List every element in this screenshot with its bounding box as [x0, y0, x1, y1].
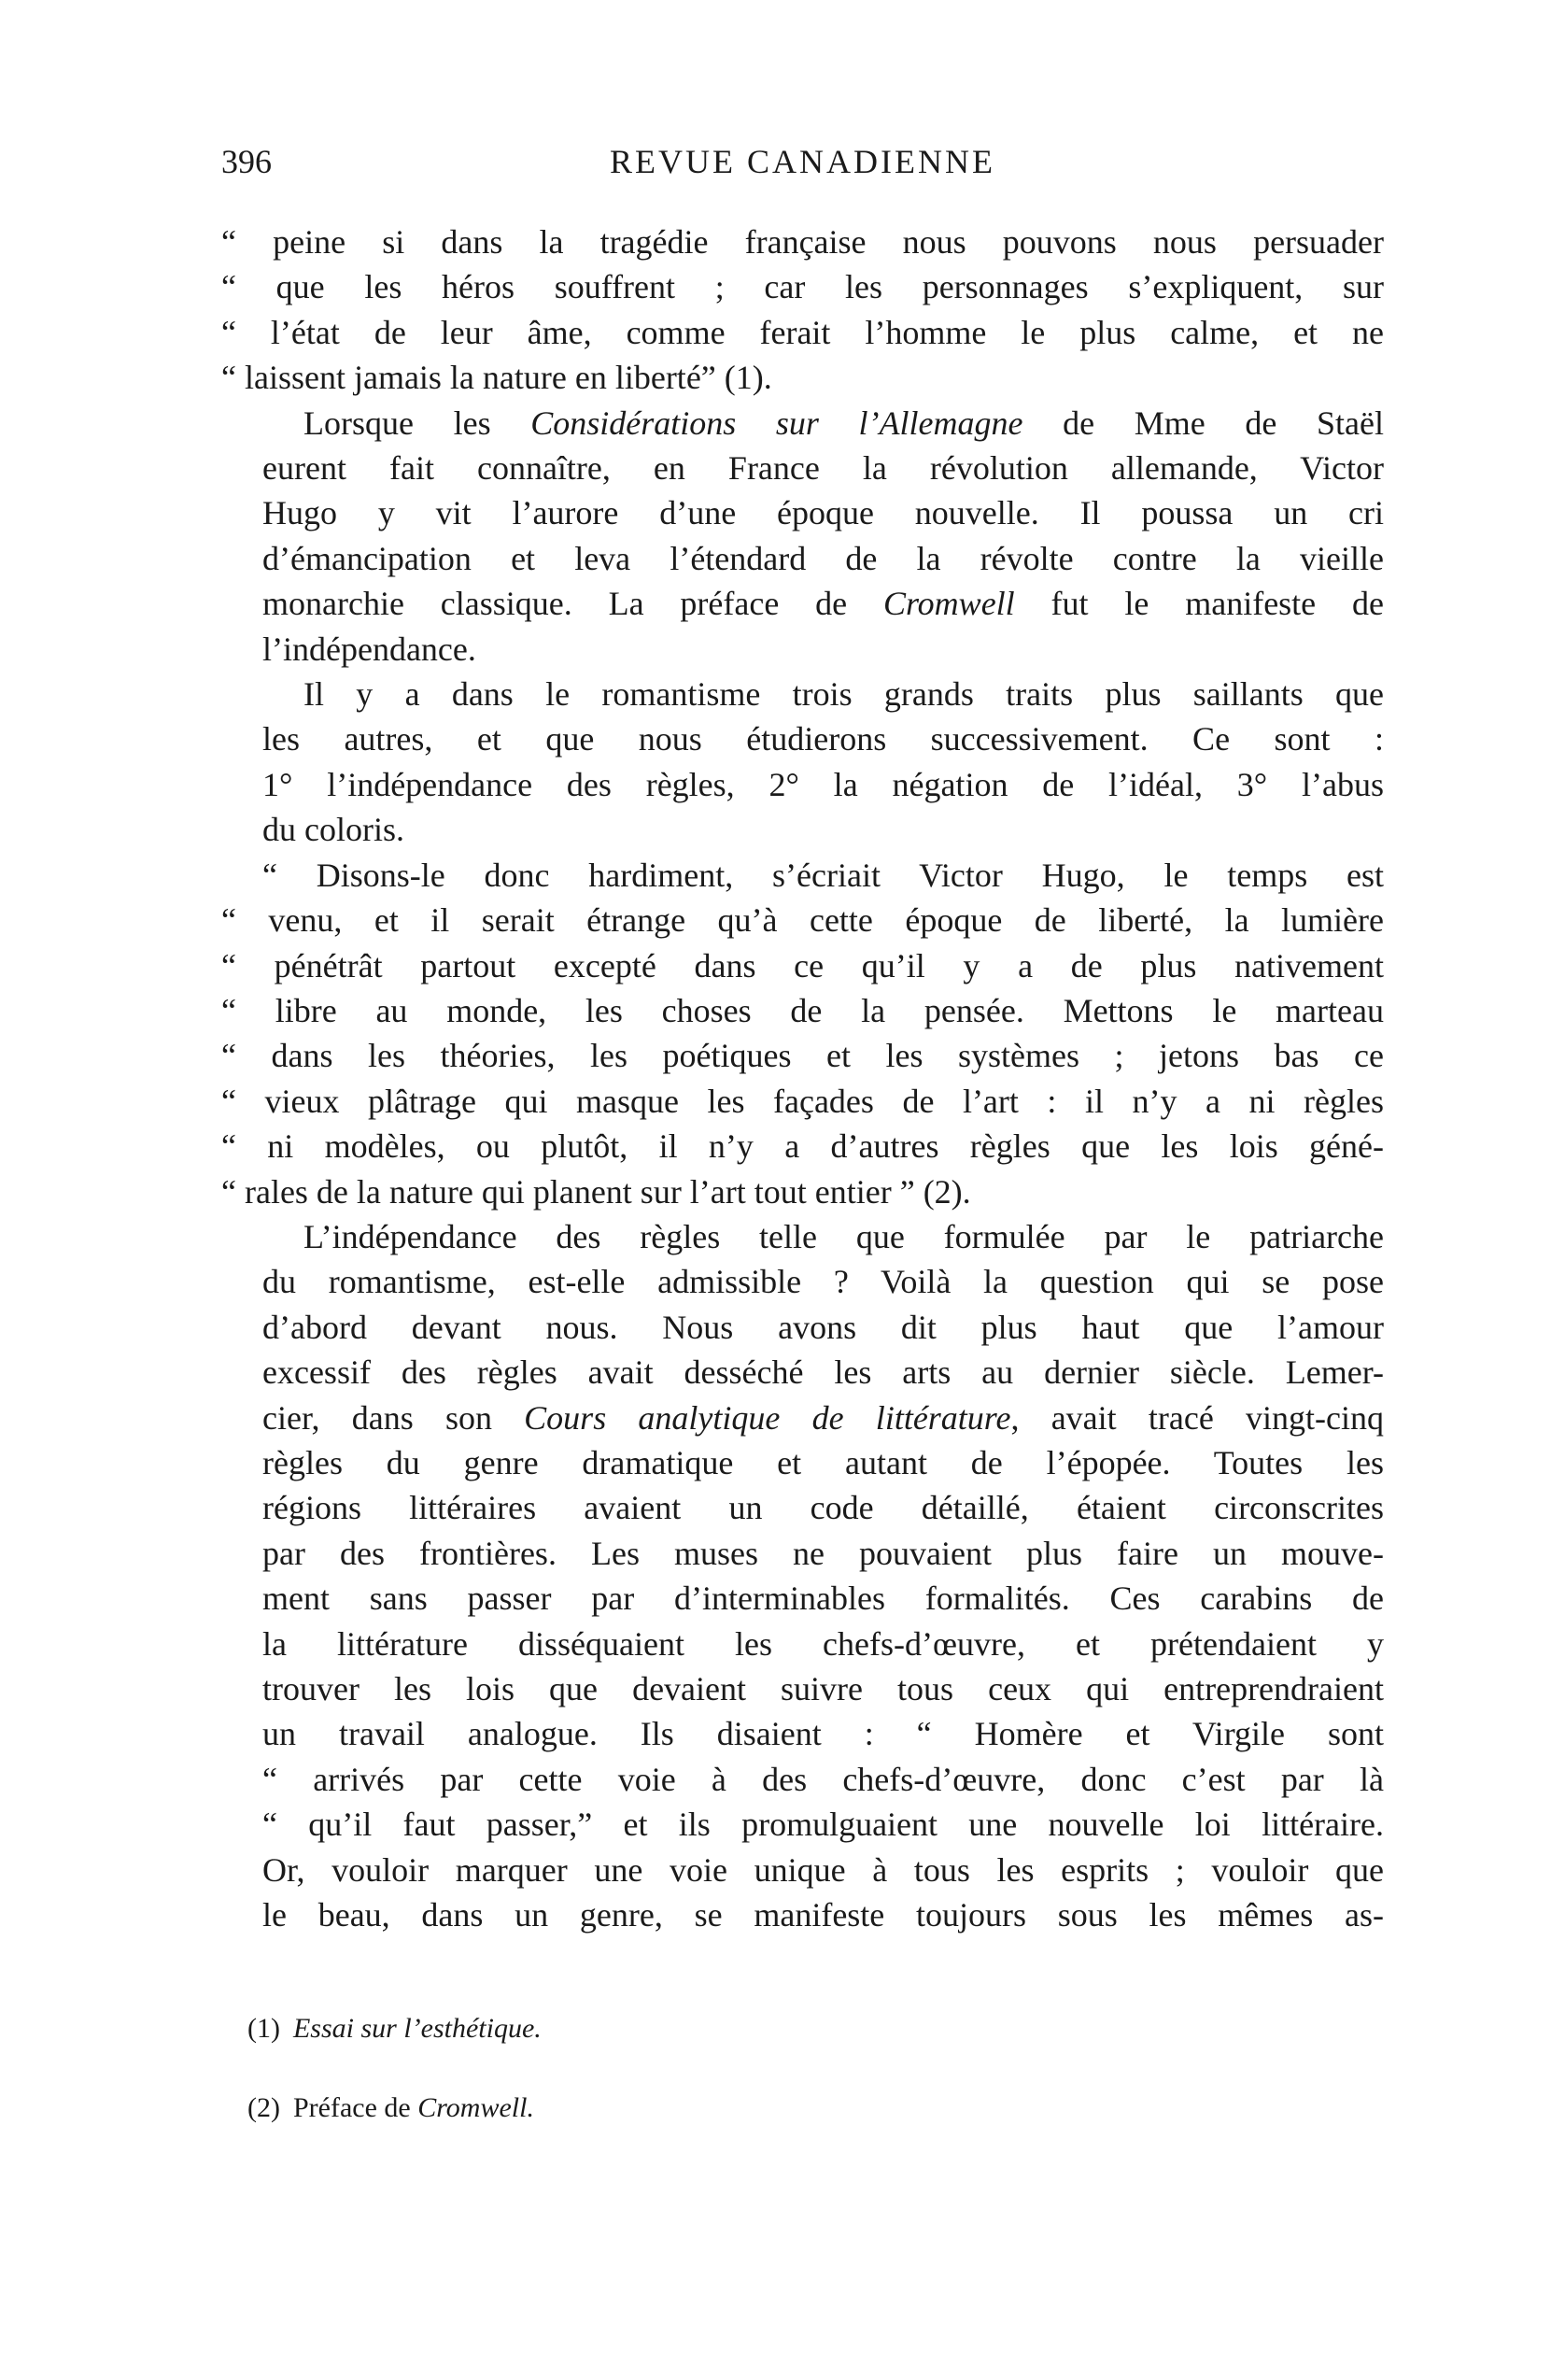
- footnote-marker: (1): [247, 2013, 280, 2044]
- text-line: [221, 1395, 1384, 1440]
- footnote-text: Préface de: [292, 2092, 418, 2123]
- text-line: “ dans les théories, les poétiques et les systèmes ; jetons bas ce: [221, 1037, 1384, 1075]
- text-line: “ ni modèles, ou plutôt, il n’y a d’autres règles que les lois géné-: [221, 1127, 1384, 1166]
- text-line: “ pénétrât partout excepté dans ce qu’il y a de plus nativement: [221, 946, 1384, 985]
- text-line: excessif des règles avait desséché les arts au dernier siècle. Lemer-: [262, 1353, 1384, 1392]
- text-line: trouver les lois que devaient suivre tous ceux qui entreprendraient: [262, 1670, 1384, 1707]
- text-line: du romantisme, est-elle admissible ? Voilà la question qui se pose: [262, 1263, 1384, 1301]
- text-line: par des frontières. Les muses ne pouvaient plus faire un mouve-: [262, 1534, 1384, 1572]
- paragraph-quote-hugo: [221, 853, 1384, 1214]
- footnote-marker: (2): [247, 2092, 280, 2123]
- text-line: “ peine si dans la tragédie française nous pouvons nous persuader: [221, 223, 1384, 261]
- text-line: l’indépendance.: [262, 630, 476, 668]
- text-span: monarchie classique. La préface de: [262, 585, 883, 623]
- text-line: Or, vouloir marquer une voie unique à tous les esprits ; vouloir que: [262, 1850, 1384, 1889]
- book-title: Cours analytique de littérature: [524, 1398, 1011, 1437]
- text-line: ment sans passer par d’interminables formalités. Ces carabins de: [262, 1580, 1384, 1618]
- text-span: de Mme de Staël: [1022, 404, 1384, 442]
- text-line: du coloris.: [262, 811, 404, 849]
- text-line: “ laissent jamais la nature en liberté” (1).: [221, 359, 772, 397]
- text-line: “ Disons-le donc hardiment, s’écriait Victor Hugo, le temps est: [262, 856, 1384, 894]
- text-line: d’émancipation et leva l’étendard de la révolte contre la vieille: [262, 539, 1384, 577]
- text-line: d’abord devant nous. Nous avons dit plus haut que l’amour: [262, 1308, 1384, 1346]
- paragraph-quote-stael: [221, 220, 1384, 401]
- book-title: Cromwell.: [417, 2092, 534, 2123]
- text-line: régions littéraires avaient un code détaillé, étaient circonscrites: [262, 1489, 1384, 1527]
- text-line: “ qu’il faut passer,” et ils promulguaient une nouvelle loi littéraire.: [262, 1806, 1384, 1844]
- text-line: [221, 581, 1384, 626]
- page-header: [221, 142, 1384, 189]
- footnote-1: [247, 2013, 1275, 2045]
- text-line: les autres, et que nous étudierons successivement. Ce sont :: [262, 720, 1384, 758]
- paragraph-considerations: [221, 401, 1384, 672]
- text-line: “ vieux plâtrage qui masque les façades de l’art : il n’y a ni règles: [221, 1082, 1384, 1120]
- text-line: “ que les héros souffrent ; car les personnages s’expliquent, sur: [221, 268, 1384, 306]
- text-line: le beau, dans un genre, se manifeste toujours sous les mêmes as-: [262, 1896, 1384, 1934]
- text-line: “ venu, et il serait étrange qu’à cette époque de liberté, la lumière: [221, 901, 1384, 940]
- text-line: L’indépendance des règles telle que formulée par le patriarche: [303, 1217, 1384, 1255]
- text-line: Il y a dans le romantisme trois grands traits plus saillants que: [303, 675, 1384, 714]
- text-line: “ arrivés par cette voie à des chefs-d’œuvre, donc c’est par là: [262, 1760, 1384, 1798]
- text-line: [221, 401, 1384, 446]
- text-line: règles du genre dramatique et autant de l’épopée. Toutes les: [262, 1443, 1384, 1481]
- text-span: , avait tracé vingt-cinq: [1010, 1398, 1384, 1437]
- text-line: eurent fait connaître, en France la révolution allemande, Victor: [262, 449, 1384, 488]
- text-line: un travail analogue. Ils disaient : “ Homère et Virgile sont: [262, 1715, 1384, 1753]
- footnote-text: Essai sur l’esthétique.: [292, 2013, 542, 2044]
- page-number: 396: [221, 143, 272, 180]
- footnote-2: [247, 2092, 1275, 2124]
- text-line: 1° l’indépendance des règles, 2° la négation de l’idéal, 3° l’abus: [262, 765, 1384, 803]
- book-title: Considérations sur l’Allemagne: [530, 404, 1023, 442]
- text-line: la littérature disséquaient les chefs-d’œuvre, et prétendaient y: [262, 1624, 1384, 1663]
- text-line: “ libre au monde, les choses de la pensée. Mettons le marteau: [221, 991, 1384, 1029]
- book-title: Cromwell: [883, 585, 1015, 623]
- text-line: Hugo y vit l’aurore d’une époque nouvelle. Il poussa un cri: [262, 494, 1384, 532]
- text-span: Lorsque les: [303, 404, 531, 442]
- running-title: REVUE CANADIENNE: [610, 143, 995, 180]
- text-line: “ rales de la nature qui planent sur l’art tout entier ” (2).: [221, 1172, 971, 1211]
- paragraph-independence: [221, 1214, 1384, 1938]
- text-span: cier, dans son: [262, 1398, 525, 1437]
- paragraph-three-traits: [221, 672, 1384, 853]
- body-text: [221, 220, 1384, 1937]
- text-line: “ l’état de leur âme, comme ferait l’homme le plus calme, et ne: [221, 313, 1384, 351]
- text-span: fut le manifeste de: [1014, 585, 1384, 623]
